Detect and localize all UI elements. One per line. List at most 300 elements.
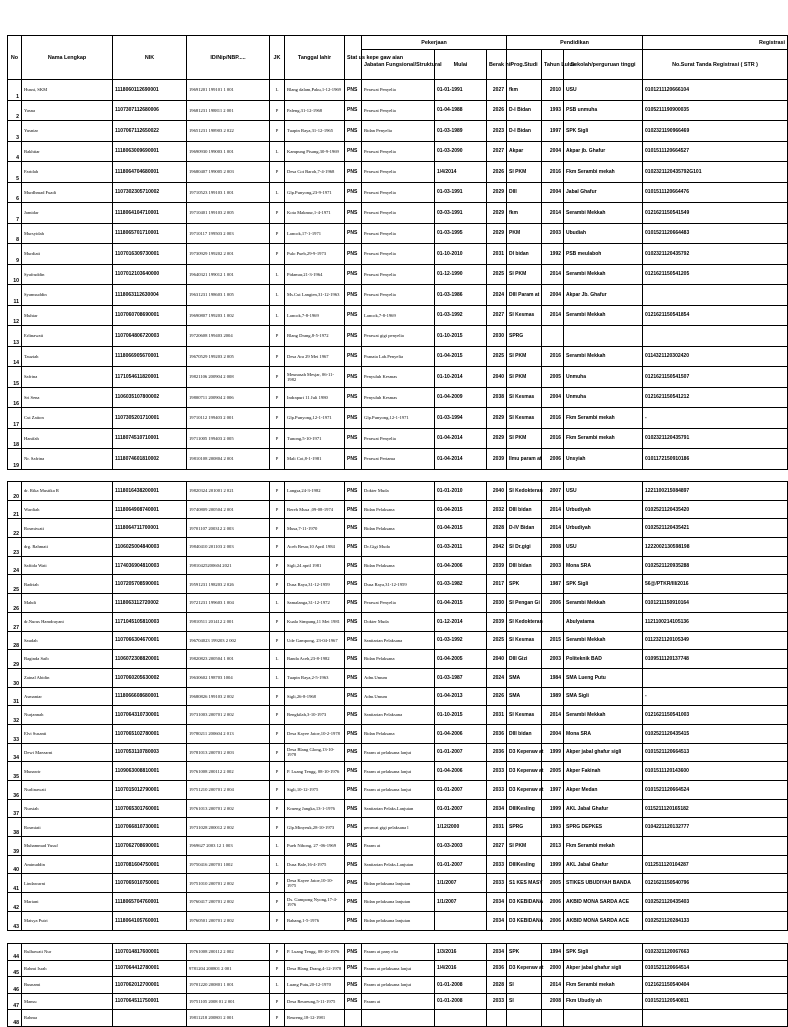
cell-sekolah: Serambi Mekkah bbox=[564, 264, 643, 285]
cell-prodi: SI bbox=[507, 993, 542, 1010]
cell-no: 26 bbox=[8, 594, 22, 613]
cell-no: 19 bbox=[8, 449, 22, 470]
cell-sekolah: Akper Fakinah bbox=[564, 762, 643, 781]
cell-no: 23 bbox=[8, 538, 22, 557]
cell-berakhir: 2023 bbox=[487, 121, 507, 142]
cell-ttl: Lancok,17-1-1971 bbox=[285, 223, 345, 244]
cell-no: 31 bbox=[8, 687, 22, 706]
cell-jabatan: Bidan Pelaksana bbox=[362, 724, 435, 743]
cell-status: PNS bbox=[345, 706, 362, 725]
cell-lulus: 2006 bbox=[542, 911, 564, 930]
table-row bbox=[8, 668, 788, 687]
cell-berakhir: 2025 bbox=[487, 631, 507, 650]
table-body-section-1 bbox=[8, 80, 788, 470]
cell-ttl: Desa Blang Drang,4-12-1978 bbox=[285, 960, 345, 977]
cell-status: PNS bbox=[345, 993, 362, 1010]
cell-jabatan: Perawat Penyelia bbox=[362, 594, 435, 613]
cell-str bbox=[643, 668, 788, 687]
cell-lulus: 1984 bbox=[542, 668, 564, 687]
cell-str: 0121621150541212 bbox=[643, 387, 788, 408]
cell-lulus: 1989 bbox=[542, 687, 564, 706]
cell-nik bbox=[113, 1010, 187, 1027]
cell-status: PNS bbox=[345, 650, 362, 669]
cell-nama: Hanifah bbox=[22, 428, 113, 449]
cell-nip: 19651231 198903 2 022 bbox=[187, 121, 270, 142]
cell-lulus: 2000 bbox=[542, 960, 564, 977]
cell-nip: 19710112 199403 2 001 bbox=[187, 408, 270, 429]
table-row bbox=[8, 428, 788, 449]
cell-str: 0102521120435415 bbox=[643, 724, 788, 743]
cell-lulus: 1997 bbox=[542, 781, 564, 800]
cell-nama: Rahma bbox=[22, 1010, 113, 1027]
cell-no: 12 bbox=[8, 305, 22, 326]
cell-nik: 1118064704680001 bbox=[113, 162, 187, 183]
cell-berakhir: 2033 bbox=[487, 762, 507, 781]
cell-ttl: Pidamar,21-3-1964 bbox=[285, 264, 345, 285]
table-row bbox=[8, 141, 788, 162]
cell-ttl: Ude Gampong, 23-04-1967 bbox=[285, 631, 345, 650]
cell-mulai: 01-04-2006 bbox=[435, 556, 487, 575]
cell-str: 0115211120165182 bbox=[643, 799, 788, 818]
cell-ttl: Glp.Minyeuk,28-10-1973 bbox=[285, 818, 345, 837]
cell-jk: P bbox=[270, 874, 285, 893]
cell-nik: 1107065102780001 bbox=[113, 724, 187, 743]
cell-berakhir: 2017 bbox=[487, 575, 507, 594]
table-row bbox=[8, 556, 788, 575]
cell-jabatan: Perawat Penyelia bbox=[362, 100, 435, 121]
cell-ttl: Desa Kayee Jatoe,10-2-1978 bbox=[285, 724, 345, 743]
cell-berakhir: 2028 bbox=[487, 977, 507, 994]
cell-str: 0101511120664527 bbox=[643, 141, 788, 162]
cell-ttl: Dusa Bale,16-4-1975 bbox=[285, 855, 345, 874]
table-row bbox=[8, 944, 788, 961]
cell-lulus: 2004 bbox=[542, 285, 564, 306]
cell-nip: 19680407 199005 2 003 bbox=[187, 162, 270, 183]
cell-jabatan: Perawat Pertama bbox=[362, 449, 435, 470]
cell-nama: Saudah bbox=[22, 631, 113, 650]
cell-jk: P bbox=[270, 387, 285, 408]
cell-nip: 19751210 200701 2 004 bbox=[187, 781, 270, 800]
cell-status: PNS bbox=[345, 781, 362, 800]
cell-lulus: 2014 bbox=[542, 264, 564, 285]
cell-nik: 1107014817600001 bbox=[113, 944, 187, 961]
cell-jabatan: Param at bbox=[362, 993, 435, 1010]
cell-nik: 1118074601810002 bbox=[113, 449, 187, 470]
cell-jk: L bbox=[270, 977, 285, 994]
cell-prodi: SI Dr.gigi bbox=[507, 538, 542, 557]
cell-prodi: S1 KES MASY bbox=[507, 874, 542, 893]
cell-prodi: D3 KEBIDANA bbox=[507, 893, 542, 912]
cell-prodi: SI Kesmas bbox=[507, 408, 542, 429]
cell-no: 17 bbox=[8, 408, 22, 429]
cell-berakhir: 2029 bbox=[487, 203, 507, 224]
cell-ttl: Sigli,10-12-1975 bbox=[285, 781, 345, 800]
cell-jk: P bbox=[270, 687, 285, 706]
cell-jk: P bbox=[270, 631, 285, 650]
cell-nik: 1118066608680001 bbox=[113, 687, 187, 706]
cell-jk: P bbox=[270, 556, 285, 575]
cell-no: 47 bbox=[8, 993, 22, 1010]
cell-jabatan: Perawat Penyelia bbox=[362, 162, 435, 183]
cell-mulai: 01-01-2007 bbox=[435, 781, 487, 800]
cell-lulus: 2016 bbox=[542, 408, 564, 429]
cell-no: 45 bbox=[8, 960, 22, 977]
cell-sekolah: PSB unmuha bbox=[564, 100, 643, 121]
cell-no: 34 bbox=[8, 743, 22, 762]
cell-berakhir: 2036 bbox=[487, 960, 507, 977]
cell-status: PNS bbox=[345, 556, 362, 575]
cell-jabatan: Param at pelaksana lanjut bbox=[362, 762, 435, 781]
table-row bbox=[8, 855, 788, 874]
cell-status: PNS bbox=[345, 305, 362, 326]
cell-nama: Faridah bbox=[22, 162, 113, 183]
cell-jk: P bbox=[270, 223, 285, 244]
header-pendidikan: Pendidikan bbox=[507, 36, 643, 50]
cell-str bbox=[643, 1010, 788, 1027]
cell-ttl: Indrapuri 11 Juli 1980 bbox=[285, 387, 345, 408]
cell-nik: 1109063008810001 bbox=[113, 762, 187, 781]
cell-berakhir: 2024 bbox=[487, 285, 507, 306]
table-body-section-2 bbox=[8, 482, 788, 931]
cell-status: PNS bbox=[345, 743, 362, 762]
cell-nip: 19780211 200604 2 013 bbox=[187, 724, 270, 743]
header-status: Stat us kepe gaw aian bbox=[345, 36, 362, 80]
cell-nik: 1107205708590001 bbox=[113, 575, 187, 594]
cell-nip: 19730929 199202 2 001 bbox=[187, 244, 270, 265]
cell-mulai: 01-04-2015 bbox=[435, 346, 487, 367]
cell-no: 21 bbox=[8, 500, 22, 519]
cell-nip: 19711005 199403 2 005 bbox=[187, 428, 270, 449]
cell-nama: Mariani bbox=[22, 893, 113, 912]
cell-nama: Badriah bbox=[22, 575, 113, 594]
cell-nik: 1107062708690001 bbox=[113, 837, 187, 856]
cell-jk: L bbox=[270, 80, 285, 101]
cell-lulus: 1997 bbox=[542, 121, 564, 142]
cell-lulus: 2016 bbox=[542, 428, 564, 449]
cell-mulai: 01-03-2011 bbox=[435, 538, 487, 557]
cell-sekolah: USU bbox=[564, 80, 643, 101]
cell-ttl: Krueng Jangka,13-1-1976 bbox=[285, 799, 345, 818]
cell-prodi: SMA bbox=[507, 668, 542, 687]
cell-mulai: 01-01-1991 bbox=[435, 80, 487, 101]
cell-berakhir: 2026 bbox=[487, 687, 507, 706]
table-row bbox=[8, 326, 788, 347]
cell-jabatan: Perawat Penyelia bbox=[362, 203, 435, 224]
cell-nip: 19810108 200804 2 001 bbox=[187, 449, 270, 470]
table-row bbox=[8, 874, 788, 893]
cell-nik: 1118064908740001 bbox=[113, 500, 187, 519]
cell-nama: Rosmiati bbox=[22, 818, 113, 837]
cell-mulai: 03-03-1991 bbox=[435, 203, 487, 224]
cell-lulus: 2004 bbox=[542, 724, 564, 743]
cell-no: 43 bbox=[8, 911, 22, 930]
cell-sekolah: Unmuha bbox=[564, 387, 643, 408]
cell-prodi: D-IV Bidan bbox=[507, 519, 542, 538]
cell-nik: 1106025004840003 bbox=[113, 538, 187, 557]
cell-mulai: 01-03-1982 bbox=[435, 575, 487, 594]
cell-jabatan: Bidan Pelaksana bbox=[362, 500, 435, 519]
cell-jabatan: Adm.Umum bbox=[362, 687, 435, 706]
cell-sekolah: Akpar jb. Ghafur bbox=[564, 141, 643, 162]
cell-mulai: 01-03-1994 bbox=[435, 408, 487, 429]
cell-nik: 1118064105760001 bbox=[113, 911, 187, 930]
header-ttl: Tanggal lahir bbox=[285, 36, 345, 80]
header-nip: ID/Nip/NBP..... bbox=[187, 36, 270, 80]
cell-jk: L bbox=[270, 182, 285, 203]
cell-sekolah: Fkm Serambi mekah bbox=[564, 428, 643, 449]
cell-lulus: 2014 bbox=[542, 305, 564, 326]
cell-jk: P bbox=[270, 724, 285, 743]
table-row bbox=[8, 387, 788, 408]
cell-nama: Sri Sena bbox=[22, 387, 113, 408]
cell-no: 13 bbox=[8, 326, 22, 347]
table-row bbox=[8, 612, 788, 631]
cell-str: 0101521120664513 bbox=[643, 743, 788, 762]
cell-nama: Wardiah bbox=[22, 500, 113, 519]
cell-nama: Rahmi Israh bbox=[22, 960, 113, 977]
cell-prodi: SI Kedokteran bbox=[507, 612, 542, 631]
cell-prodi: DIII bidan bbox=[507, 500, 542, 519]
cell-mulai: 01-10-2010 bbox=[435, 244, 487, 265]
cell-no: 46 bbox=[8, 977, 22, 994]
cell-jabatan: Bidan pelaksana lanjutan bbox=[362, 893, 435, 912]
cell-jabatan: Param at pelaksana lanjut bbox=[362, 781, 435, 800]
cell-nik: 1118066905670001 bbox=[113, 346, 187, 367]
cell-prodi: D3 Keperaw at bbox=[507, 762, 542, 781]
cell-nik: 1107065301760001 bbox=[113, 799, 187, 818]
cell-sekolah bbox=[564, 1010, 643, 1027]
cell-ttl: Langsa,24-3-1982 bbox=[285, 482, 345, 501]
cell-nip: 19760501 200701 2 002 bbox=[187, 911, 270, 930]
cell-jk: P bbox=[270, 100, 285, 121]
cell-jk: P bbox=[270, 449, 285, 470]
cell-ttl: Musa,7-11-1970 bbox=[285, 519, 345, 538]
cell-nip: 19631231 198603 1 005 bbox=[187, 285, 270, 306]
cell-ttl: Tuapin Raya,31-12-1965 bbox=[285, 121, 345, 142]
header-jabatan: Jabatan Fungsional/Struktural bbox=[362, 50, 435, 80]
cell-no: 27 bbox=[8, 612, 22, 631]
cell-prodi: fkm bbox=[507, 80, 542, 101]
cell-jk: P bbox=[270, 960, 285, 977]
table-row bbox=[8, 482, 788, 501]
cell-jk: P bbox=[270, 799, 285, 818]
cell-no: 38 bbox=[8, 818, 22, 837]
table-row bbox=[8, 993, 788, 1010]
cell-mulai: 01-04-1988 bbox=[435, 100, 487, 121]
cell-nama: Syafruddin bbox=[22, 264, 113, 285]
cell-prodi: SI Pengan Gi bbox=[507, 594, 542, 613]
table-row bbox=[8, 799, 788, 818]
cell-status: PNS bbox=[345, 428, 362, 449]
cell-jabatan: Lancok,7-8-1969 bbox=[362, 305, 435, 326]
cell-nik: 1106072308820001 bbox=[113, 650, 187, 669]
cell-jk: P bbox=[270, 428, 285, 449]
cell-nip: 19690930 199003 1 001 bbox=[187, 141, 270, 162]
cell-jabatan: Sanitarian Pelaksana bbox=[362, 631, 435, 650]
cell-prodi: SI PKM bbox=[507, 837, 542, 856]
cell-jabatan: Bidan Pelaksana bbox=[362, 650, 435, 669]
cell-jk: P bbox=[270, 482, 285, 501]
cell-nip: 196704023 199203 2 002 bbox=[187, 631, 270, 650]
cell-str: 56@/PTKR/III/2016 bbox=[643, 575, 788, 594]
cell-lulus: 1993 bbox=[542, 818, 564, 837]
cell-sekolah: AKBID MONA SARDA ACE bbox=[564, 911, 643, 930]
cell-str: 0101511120143600 bbox=[643, 762, 788, 781]
cell-str bbox=[643, 285, 788, 306]
cell-nik: 1118060112690001 bbox=[113, 80, 187, 101]
cell-mulai: 1/12/2000 bbox=[435, 818, 487, 837]
cell-nama: Nurlinawati bbox=[22, 781, 113, 800]
cell-jabatan: Perawat Penyelia bbox=[362, 182, 435, 203]
cell-nik: 1171054611820001 bbox=[113, 367, 187, 388]
cell-jk: P bbox=[270, 762, 285, 781]
cell-sekolah: Serambi Mekkah bbox=[564, 346, 643, 367]
cell-prodi: SI Kesmas bbox=[507, 706, 542, 725]
cell-berakhir: 2040 bbox=[487, 650, 507, 669]
header-registrasi: Registrasi bbox=[643, 36, 788, 50]
table-row bbox=[8, 500, 788, 519]
table-row bbox=[8, 100, 788, 121]
cell-jabatan: Perawat Penyelia bbox=[362, 428, 435, 449]
cell-jk: L bbox=[270, 855, 285, 874]
cell-status: PNS bbox=[345, 182, 362, 203]
cell-no: 9 bbox=[8, 244, 22, 265]
cell-nama: dr. Rika Mustika R bbox=[22, 482, 113, 501]
cell-prodi: SI PKM bbox=[507, 367, 542, 388]
table-row bbox=[8, 285, 788, 306]
cell-prodi: DIII Param at bbox=[507, 285, 542, 306]
cell-status: PNS bbox=[345, 893, 362, 912]
cell-ttl: Samalanga,31-12-1972 bbox=[285, 594, 345, 613]
cell-jk: L bbox=[270, 305, 285, 326]
cell-status: PNS bbox=[345, 387, 362, 408]
cell-prodi: SI PKM bbox=[507, 162, 542, 183]
cell-ttl: Reureng,18-12-1981 bbox=[285, 1010, 345, 1027]
cell-berakhir: 2033 bbox=[487, 781, 507, 800]
cell-nik: 1107064310730001 bbox=[113, 706, 187, 725]
cell-no: 3 bbox=[8, 121, 22, 142]
cell-no: 20 bbox=[8, 482, 22, 501]
cell-nama: Munawir bbox=[22, 762, 113, 781]
cell-mulai: 01-10-2015 bbox=[435, 326, 487, 347]
cell-nip: 19760417 200701 2 002 bbox=[187, 893, 270, 912]
cell-mulai: 01-03-1995 bbox=[435, 223, 487, 244]
cell-str: 0121621150541854 bbox=[643, 305, 788, 326]
cell-berakhir: 2027 bbox=[487, 141, 507, 162]
cell-sekolah: STIKES UBUDIYAH BANDA bbox=[564, 874, 643, 893]
cell-jabatan: Param at pelaksana lanjut bbox=[362, 960, 435, 977]
cell-str: 0102321120435792G101 bbox=[643, 162, 788, 183]
cell-berakhir: 2025 bbox=[487, 346, 507, 367]
cell-ttl: Blang dalam,Paku,1-12-1969 bbox=[285, 80, 345, 101]
cell-ttl: Mali Cot,8-1-1981 bbox=[285, 449, 345, 470]
cell-no: 30 bbox=[8, 668, 22, 687]
cell-str: 0102321120435792 bbox=[643, 244, 788, 265]
table-row bbox=[8, 408, 788, 429]
cell-prodi: SI PKM bbox=[507, 428, 542, 449]
cell-jabatan: Sanitarian Pelaks.Lanjutan bbox=[362, 855, 435, 874]
cell-no: 5 bbox=[8, 162, 22, 183]
cell-nik: 1107064412780001 bbox=[113, 960, 187, 977]
cell-mulai: 01-04-2009 bbox=[435, 387, 487, 408]
cell-nip: 19731003 200701 2 002 bbox=[187, 706, 270, 725]
cell-berakhir: 2039 bbox=[487, 612, 507, 631]
cell-str: 0102521120435421 bbox=[643, 519, 788, 538]
cell-no: 25 bbox=[8, 575, 22, 594]
cell-berakhir: 2036 bbox=[487, 743, 507, 762]
cell-str: 0101211150910164 bbox=[643, 594, 788, 613]
cell-ttl: Luang Putu,20-12-1970 bbox=[285, 977, 345, 994]
cell-nama: Elvi Susanti bbox=[22, 724, 113, 743]
cell-lulus: 2003 bbox=[542, 556, 564, 575]
cell-str: 1222002130598198 bbox=[643, 538, 788, 557]
cell-str: 0101521120664524 bbox=[643, 781, 788, 800]
cell-status: PNS bbox=[345, 244, 362, 265]
cell-sekolah: Mona SRA bbox=[564, 556, 643, 575]
cell-nama: Saftida Wati bbox=[22, 556, 113, 575]
cell-berakhir: 2029 bbox=[487, 223, 507, 244]
table-row bbox=[8, 818, 788, 837]
cell-nama: Baginda Saib bbox=[22, 650, 113, 669]
cell-sekolah: Urbudiyah bbox=[564, 519, 643, 538]
cell-str: 0104221120132777 bbox=[643, 818, 788, 837]
cell-prodi: SPRG bbox=[507, 818, 542, 837]
cell-no: 11 bbox=[8, 285, 22, 306]
cell-status: PNS bbox=[345, 203, 362, 224]
cell-mulai: 01-01-2008 bbox=[435, 993, 487, 1010]
cell-str: 0121621150541507 bbox=[643, 367, 788, 388]
cell-lulus bbox=[542, 326, 564, 347]
cell-jabatan: Perawat Penyelia bbox=[362, 244, 435, 265]
cell-nama: Busnami bbox=[22, 977, 113, 994]
table-row bbox=[8, 244, 788, 265]
cell-jk: P bbox=[270, 993, 285, 1010]
table-row bbox=[8, 762, 788, 781]
cell-berakhir: 2028 bbox=[487, 519, 507, 538]
cell-sekolah: SPK Sigli bbox=[564, 944, 643, 961]
header-jk: JK bbox=[270, 36, 285, 80]
cell-jabatan: Param at pelaksana lanjut bbox=[362, 743, 435, 762]
cell-jabatan: Sanitarian Pelaksana bbox=[362, 706, 435, 725]
cell-no: 6 bbox=[8, 182, 22, 203]
cell-str: 0102521120284133 bbox=[643, 911, 788, 930]
cell-status: PNS bbox=[345, 874, 362, 893]
cell-ttl: Banda Aceh,23-8-1982 bbox=[285, 650, 345, 669]
cell-jk: L bbox=[270, 668, 285, 687]
cell-jabatan: Perawat Penyelia bbox=[362, 141, 435, 162]
cell-str bbox=[643, 326, 788, 347]
cell-no: 15 bbox=[8, 367, 22, 388]
cell-mulai: 01-04-2015 bbox=[435, 500, 487, 519]
cell-mulai: 01-03-2090 bbox=[435, 141, 487, 162]
cell-nik: 1107065010750001 bbox=[113, 874, 187, 893]
cell-nik: 1107066810730001 bbox=[113, 818, 187, 837]
table-row bbox=[8, 743, 788, 762]
cell-no: 48 bbox=[8, 1010, 22, 1027]
cell-no: 18 bbox=[8, 428, 22, 449]
cell-jk: P bbox=[270, 326, 285, 347]
cell-nama: Zainal Abidin bbox=[22, 668, 113, 687]
cell-nama: Aminuddin bbox=[22, 855, 113, 874]
cell-nik: 1107067112650022 bbox=[113, 121, 187, 142]
cell-berakhir: 2032 bbox=[487, 500, 507, 519]
cell-nip: 19810511 201412 2 001 bbox=[187, 612, 270, 631]
cell-lulus: 1992 bbox=[542, 244, 564, 265]
cell-nama: Maisya Putri bbox=[22, 911, 113, 930]
cell-sekolah: USU bbox=[564, 482, 643, 501]
cell-jabatan: Dr.Gigi Muda bbox=[362, 538, 435, 557]
cell-str: 0105211190900035 bbox=[643, 100, 788, 121]
